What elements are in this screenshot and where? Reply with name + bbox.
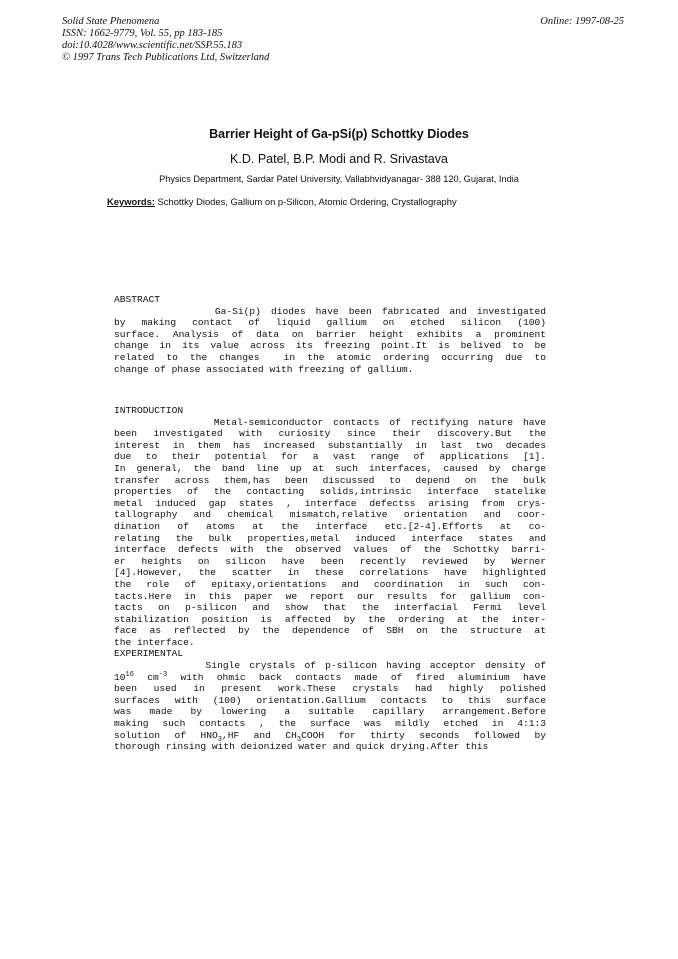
intro-line: er heights on silicon have been recently reviewed by Werner <box>114 555 546 567</box>
exp-line: Single crystals of p-silicon having acceptor density of <box>114 660 546 672</box>
doi-line: doi:10.4028/www.scientific.net/SSP.55.183 <box>62 40 243 51</box>
intro-line: the interface. <box>114 636 195 648</box>
abstract-section <box>114 294 546 375</box>
exp-line: thorough rinsing with deionized water and quick drying.After this <box>114 741 489 753</box>
intro-line: transfer across them,has been discussed to depend on the bulk <box>114 474 546 486</box>
keywords-text: Schottky Diodes, Gallium on p-Silicon, Atomic Ordering, Crystallography <box>157 196 457 207</box>
intro-line: [4].However, the scatter in these correlations have highlighted <box>114 567 546 579</box>
intro-line: interface defects with the observed values of the Schottky barri- <box>114 544 546 556</box>
abstract-line: by making contact of liquid gallium on etched silicon (100) <box>114 317 546 329</box>
abstract-heading: ABSTRACT <box>114 294 161 305</box>
exp-line: making such contacts , the surface was mildly etched in 4:1:3 <box>114 718 546 730</box>
intro-line: due to their potential for a vast range of applications [1]. <box>114 451 546 463</box>
intro-line: stabilization position is affected by the ordering at the inter- <box>114 613 546 625</box>
intro-line: metal induced gap states , interface defectss arising from crys- <box>114 497 546 509</box>
intro-line: Metal-semiconductor contacts of rectifying nature have <box>114 416 546 428</box>
exp-line-solution: solution of $HNO_3,HF$ and $CH_3COOH$ for thirty seconds followed by <box>114 729 546 744</box>
intro-line: tacts on p-silicon and show that the interfacial Fermi level <box>114 602 546 614</box>
exp-line: been used in present work.These crystals had highly polished <box>114 683 546 695</box>
intro-line: face as reflected by the dependence of SBH on the structure at <box>114 625 546 637</box>
keywords-label: Keywords: <box>107 196 155 207</box>
intro-line: tacts.Here in this paper we report our results for gallium con- <box>114 590 546 602</box>
exp-line: was made by lowering a suitable capillary arrangement.Before <box>114 706 546 718</box>
copyright-line: © 1997 Trans Tech Publications Ltd, Switzerland <box>62 52 270 63</box>
abstract-line: Ga-Si(p) diodes have been fabricated and investigated <box>114 305 546 317</box>
abstract-line: change of phase associated with freezing of gallium. <box>114 363 414 375</box>
paper-affiliation: Physics Department, Sardar Patel University, Vallabhvidyanagar- 388 120, Gujarat, India <box>159 174 519 184</box>
journal-name: Solid State Phenomena <box>62 16 160 27</box>
paper-title: Barrier Height of Ga-pSi(p) Schottky Diodes <box>209 127 469 141</box>
online-date: Online: 1997-08-25 <box>540 16 624 27</box>
intro-line: been investigated with curiosity since their discovery.But the <box>114 428 546 440</box>
intro-line: relating the bulk properties,metal induced interface states and <box>114 532 546 544</box>
keywords-line <box>107 196 457 207</box>
introduction-heading: INTRODUCTION <box>114 405 184 416</box>
journal-header <box>62 16 269 64</box>
intro-line: properties of the contacting solids,intrinsic interface statelike <box>114 486 546 498</box>
body-section <box>114 405 546 753</box>
paper-authors: K.D. Patel, B.P. Modi and R. Srivastava <box>230 152 448 166</box>
abstract-line: surface. Analysis of data on barrier height exhibits a prominent <box>114 328 546 340</box>
intro-line: the role of epitaxy,orientations and coordination in such con- <box>114 578 546 590</box>
exp-line-density: $10^{16}$ $cm^{-3}$ with ohmic back contacts made of fired aluminium have <box>114 670 546 683</box>
abstract-line: change in its value across its freezing point.It is belived to be <box>114 340 546 352</box>
intro-line: interest in them has increased substantially in last two decades <box>114 439 546 451</box>
intro-line: dination of atoms at the interface etc.[2-4].Efforts at co- <box>114 520 546 532</box>
intro-line: tallography and chemical mismatch,relative orientation and coor- <box>114 509 546 521</box>
abstract-line: related to the changes in the atomic ordering occurring due to <box>114 351 546 363</box>
experimental-heading: EXPERIMENTAL <box>114 648 184 660</box>
exp-line: surfaces with (100) orientation.Gallium contacts to this surface <box>114 694 546 706</box>
issn-line: ISSN: 1662-9779, Vol. 55, pp 183-185 <box>62 28 223 39</box>
intro-line: In general, the band line up at such interfaces, caused by charge <box>114 462 546 474</box>
